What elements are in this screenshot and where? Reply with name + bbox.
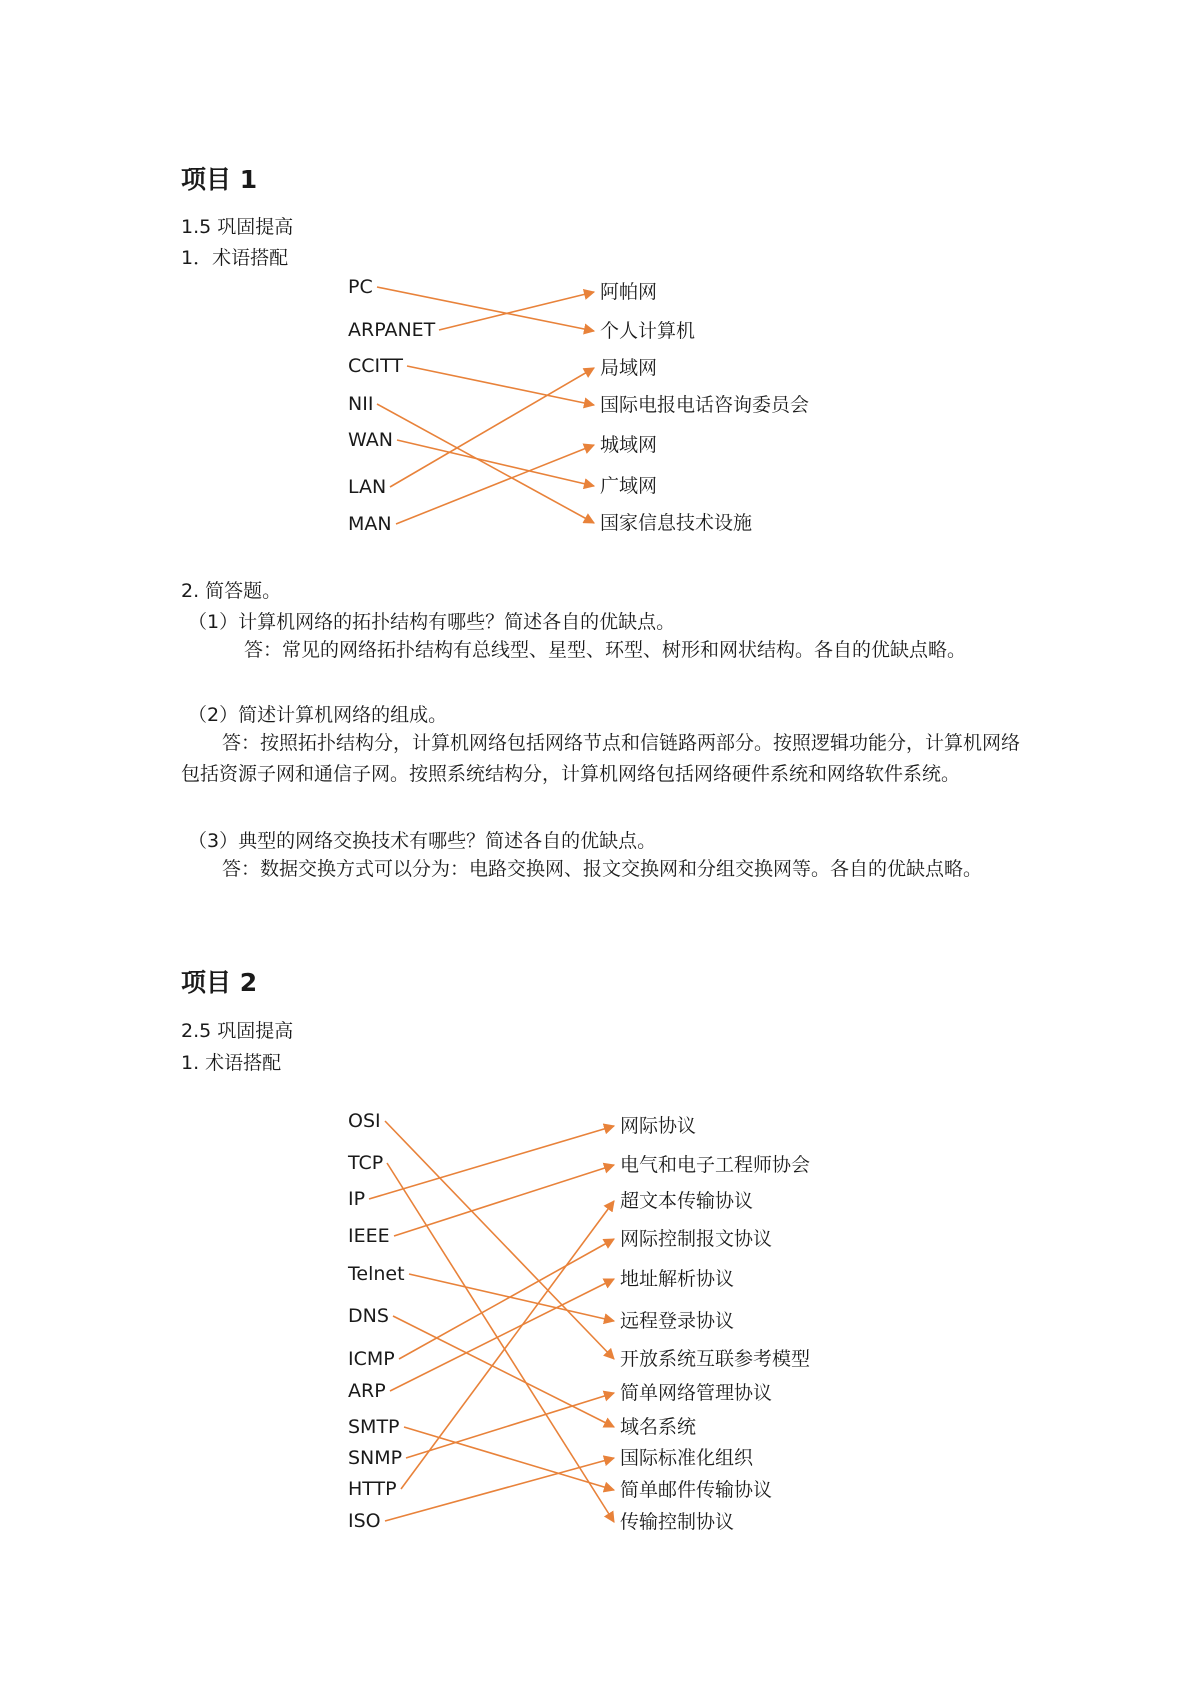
term-right: 传输控制协议: [620, 1511, 735, 1533]
connector-arrow: [409, 1274, 614, 1321]
answer-1: 答：常见的网络拓扑结构有总线型、星型、环型、树形和网状结构。各自的优缺点略。: [244, 639, 967, 661]
term-right: 电气和电子工程师协会: [620, 1154, 811, 1176]
term-right: 网际协议: [620, 1115, 697, 1137]
term-right: 超文本传输协议: [620, 1190, 754, 1212]
term-left: MAN: [348, 513, 392, 535]
term-left: ARP: [348, 1380, 386, 1402]
term-left: HTTP: [348, 1478, 397, 1500]
project2-heading: 项目 2: [181, 968, 258, 997]
term-right: 域名系统: [620, 1416, 697, 1438]
answer-2: 答：按照拓扑结构分，计算机网络包括网络节点和信链路两部分。按照逻辑功能分，计算机网络包括资源子网和通信子网。按照系统结构分，计算机网络包括网络硬件系统和网络软件系统。: [181, 732, 1021, 785]
qa-title: 2. 简答题。: [181, 580, 282, 602]
term-right: 阿帕网: [600, 281, 658, 303]
term-left: SNMP: [348, 1447, 403, 1469]
term-right: 网际控制报文协议: [620, 1228, 773, 1250]
project1-section-title: 1.5 巩固提高: [181, 216, 294, 238]
connector-arrow: [385, 1458, 614, 1521]
term-left: TCP: [348, 1152, 384, 1174]
term-right: 地址解析协议: [620, 1268, 735, 1290]
connector-arrow: [393, 1316, 614, 1427]
project1-subsection-title: 1．术语搭配: [181, 247, 289, 269]
term-left: SMTP: [348, 1416, 400, 1438]
term-left: ICMP: [348, 1348, 395, 1370]
term-right: 远程登录协议: [620, 1310, 735, 1332]
question-3: （3）典型的网络交换技术有哪些？简述各自的优缺点。: [188, 830, 657, 852]
term-left: PC: [348, 276, 373, 298]
term-left: OSI: [348, 1110, 381, 1132]
term-left: Telnet: [348, 1263, 405, 1285]
term-left: ARPANET: [348, 319, 436, 341]
term-right: 城域网: [600, 434, 658, 456]
term-left: NII: [348, 393, 374, 415]
term-right: 广域网: [600, 475, 658, 497]
term-right: 开放系统互联参考模型: [620, 1348, 811, 1370]
term-left: CCITT: [348, 355, 404, 377]
term-right: 国家信息技术设施: [600, 512, 753, 534]
term-right: 局域网: [600, 357, 658, 379]
connector-arrow: [404, 1427, 614, 1490]
project1-heading: 项目 1: [181, 165, 258, 194]
term-left: DNS: [348, 1305, 389, 1327]
question-1: （1）计算机网络的拓扑结构有哪些？简述各自的优缺点。: [188, 611, 676, 633]
term-right: 简单网络管理协议: [620, 1382, 773, 1404]
connector-arrow: [385, 1121, 614, 1359]
answer-3: 答：数据交换方式可以分为：电路交换网、报文交换网和分组交换网等。各自的优缺点略。: [222, 858, 983, 880]
term-left: WAN: [348, 429, 393, 451]
term-right: 个人计算机: [600, 320, 696, 342]
connector-arrow: [394, 1165, 614, 1236]
project2-section-title: 2.5 巩固提高: [181, 1020, 294, 1042]
connector-arrow: [401, 1201, 614, 1489]
connector-arrow: [406, 1393, 614, 1458]
term-right: 国际电报电话咨询委员会: [600, 394, 810, 416]
term-left: IEEE: [348, 1225, 390, 1247]
question-2: （2）简述计算机网络的组成。: [188, 704, 448, 726]
connector-arrow: [369, 1126, 614, 1199]
term-left: LAN: [348, 476, 387, 498]
term-right: 简单邮件传输协议: [620, 1479, 773, 1501]
term-left: ISO: [348, 1510, 381, 1532]
term-left: IP: [348, 1188, 366, 1210]
term-right: 国际标准化组织: [620, 1447, 754, 1469]
connector-arrow: [399, 1239, 614, 1359]
project2-subsection-title: 1. 术语搭配: [181, 1052, 282, 1074]
